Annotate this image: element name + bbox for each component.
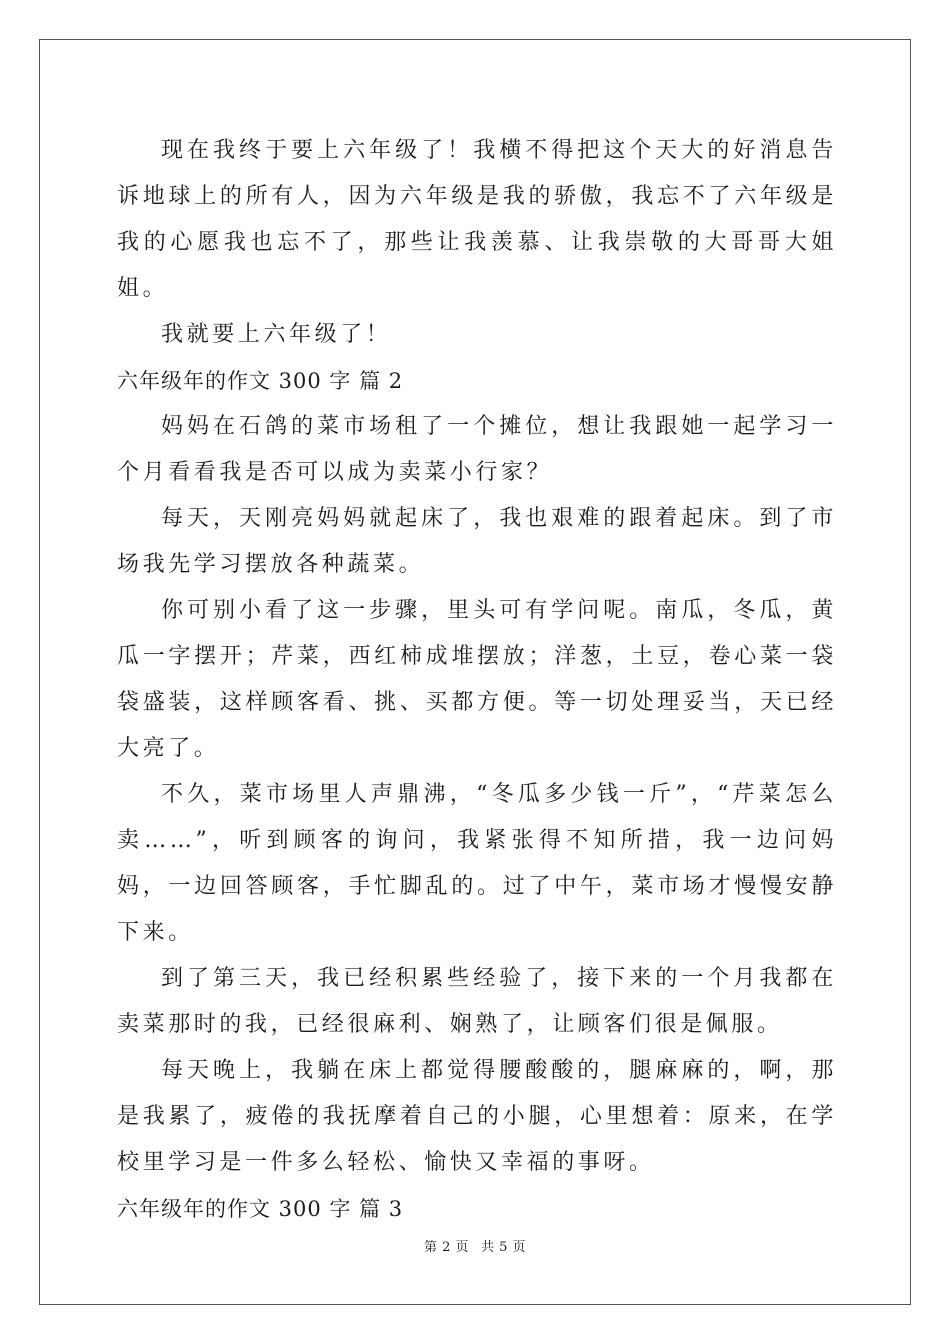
paragraph: 每天晚上，我躺在床上都觉得腰酸酸的，腿麻麻的，啊，那是我累了，疲倦的我抚摩着自己的小腿，心里想着：原来，在学校里学习是一件多么轻松、愉快又幸福的事呀。 (117, 1058, 837, 1175)
paragraph: 每天，天刚亮妈妈就起床了，我也艰难的跟着起床。到了市场我先学习摆放各种蔬菜。 (117, 506, 837, 577)
section-heading: 六年级年的作文 300 字 篇 2 (117, 369, 404, 393)
paragraph: 妈妈在石鸽的菜市场租了一个摊位，想让我跟她一起学习一个月看看我是否可以成为卖菜小行家？ (117, 414, 837, 485)
page-number: 第 2 页 (423, 1240, 469, 1255)
paragraph: 我就要上六年级了！ (161, 322, 392, 347)
document-body (117, 128, 837, 1232)
page-footer (0, 1236, 950, 1255)
paragraph: 到了第三天，我已经积累些经验了，接下来的一个月我都在卖菜那时的我，已经很麻利、娴熟了，让顾客们很是佩服。 (117, 966, 837, 1037)
section-heading: 六年级年的作文 300 字 篇 3 (117, 1197, 404, 1221)
paragraph: 现在我终于要上六年级了！我横不得把这个天大的好消息告诉地球上的所有人，因为六年级是我的骄傲，我忘不了六年级是我的心愿我也忘不了，那些让我羡慕、让我崇敬的大哥哥大姐姐。 (117, 138, 837, 301)
paragraph: 不久，菜市场里人声鼎沸，“冬瓜多少钱一斤”，“芹菜怎么卖……”，听到顾客的询问，我紧张得不知所措，我一边问妈妈，一边回答顾客，手忙脚乱的。过了中午，菜市场才慢慢安静下来。 (117, 782, 837, 945)
paragraph: 你可别小看了这一步骤，里头可有学问呢。南瓜，冬瓜，黄瓜一字摆开；芹菜，西红柿成堆摆放；洋葱，土豆，卷心菜一袋袋盛装，这样顾客看、挑、买都方便。等一切处理妥当，天已经大亮了。 (117, 598, 837, 761)
page-total: 共 5 页 (481, 1240, 527, 1255)
